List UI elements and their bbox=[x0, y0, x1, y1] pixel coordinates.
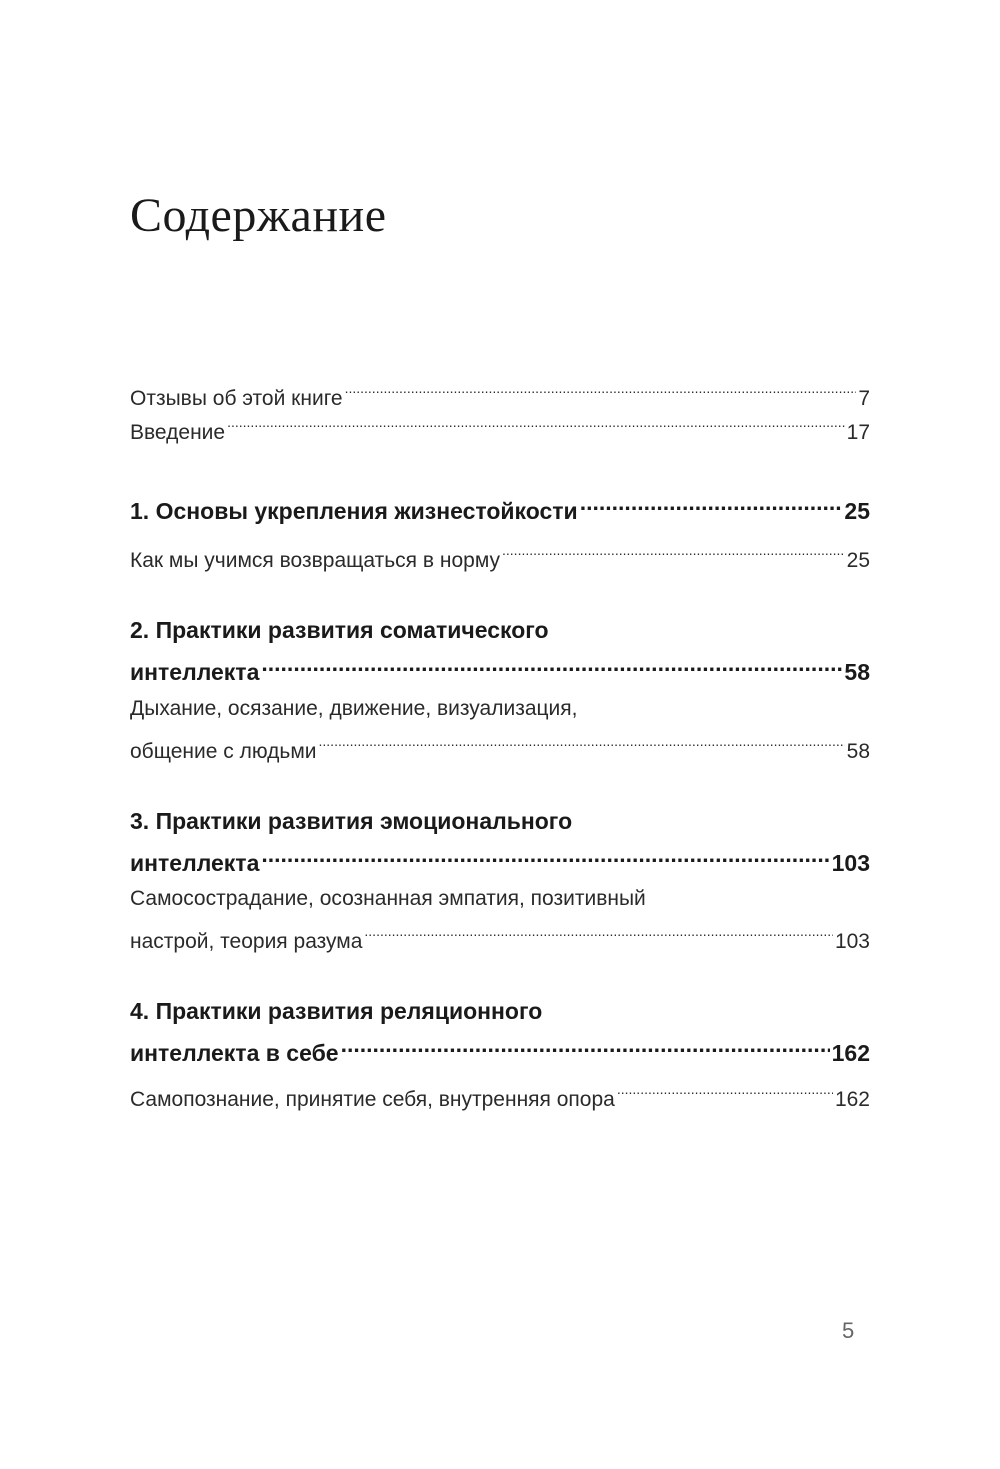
toc-page-number: 7 bbox=[858, 387, 870, 410]
toc-entry-text: Введение bbox=[130, 421, 226, 444]
subentry-text: Как мы учимся возвращаться в норму bbox=[130, 549, 501, 572]
chapter-page-number: 103 bbox=[831, 850, 870, 876]
dot-leader bbox=[345, 372, 857, 405]
toc-chapter-2[interactable] bbox=[130, 614, 870, 685]
toc-chapter-1[interactable] bbox=[130, 486, 870, 524]
dot-leader bbox=[227, 406, 845, 439]
subentry-page-number: 25 bbox=[846, 549, 870, 572]
page-number: 5 bbox=[842, 1318, 855, 1343]
chapter-page-number: 25 bbox=[844, 498, 870, 524]
chapter-heading: 1. Основы укрепления жизнестойкости bbox=[130, 498, 578, 524]
toc-entry-reviews[interactable] bbox=[130, 372, 870, 410]
toc-subentry-3[interactable] bbox=[130, 882, 870, 953]
subentry-page-number: 58 bbox=[846, 740, 870, 763]
toc-page-number: 17 bbox=[846, 421, 870, 444]
dot-leader bbox=[580, 486, 843, 519]
chapter-heading: 3. Практики развития эмоционального bbox=[130, 808, 573, 834]
dot-leader bbox=[502, 534, 845, 567]
chapter-page-number: 162 bbox=[831, 1040, 870, 1066]
subentry-text: Дыхание, осязание, движение, визуализация, bbox=[130, 697, 578, 720]
chapter-heading: 2. Практики развития соматического bbox=[130, 617, 549, 643]
toc-chapter-3[interactable] bbox=[130, 805, 870, 876]
subentry-text-continued: общение с людьми bbox=[130, 740, 317, 763]
chapter-heading-continued: интеллекта bbox=[130, 850, 260, 876]
dot-leader bbox=[617, 1073, 833, 1106]
dot-leader bbox=[261, 647, 842, 680]
toc-chapter-4[interactable] bbox=[130, 995, 870, 1066]
toc-entry-text: Отзывы об этой книге bbox=[130, 387, 343, 410]
subentry-text: Самосострадание, осознанная эмпатия, позитивный bbox=[130, 887, 646, 910]
subentry-page-number: 103 bbox=[834, 930, 870, 953]
toc-subentry-2[interactable] bbox=[130, 692, 870, 763]
toc-subentry-4[interactable] bbox=[130, 1073, 870, 1111]
dot-leader bbox=[341, 1028, 830, 1061]
dot-leader bbox=[261, 838, 829, 871]
dot-leader bbox=[319, 725, 845, 758]
chapter-heading: 4. Практики развития реляционного bbox=[130, 998, 543, 1024]
toc-subentry-1[interactable] bbox=[130, 534, 870, 572]
subentry-page-number: 162 bbox=[834, 1088, 870, 1111]
chapter-page-number: 58 bbox=[844, 659, 870, 685]
dot-leader bbox=[364, 915, 833, 948]
subentry-text: Самопознание, принятие себя, внутренняя опора bbox=[130, 1088, 615, 1111]
toc-entry-introduction[interactable] bbox=[130, 406, 870, 444]
subentry-text-continued: настрой, теория разума bbox=[130, 930, 363, 953]
chapter-heading-continued: интеллекта в себе bbox=[130, 1040, 339, 1066]
chapter-heading-continued: интеллекта bbox=[130, 659, 260, 685]
page-title: Содержание bbox=[130, 189, 387, 242]
